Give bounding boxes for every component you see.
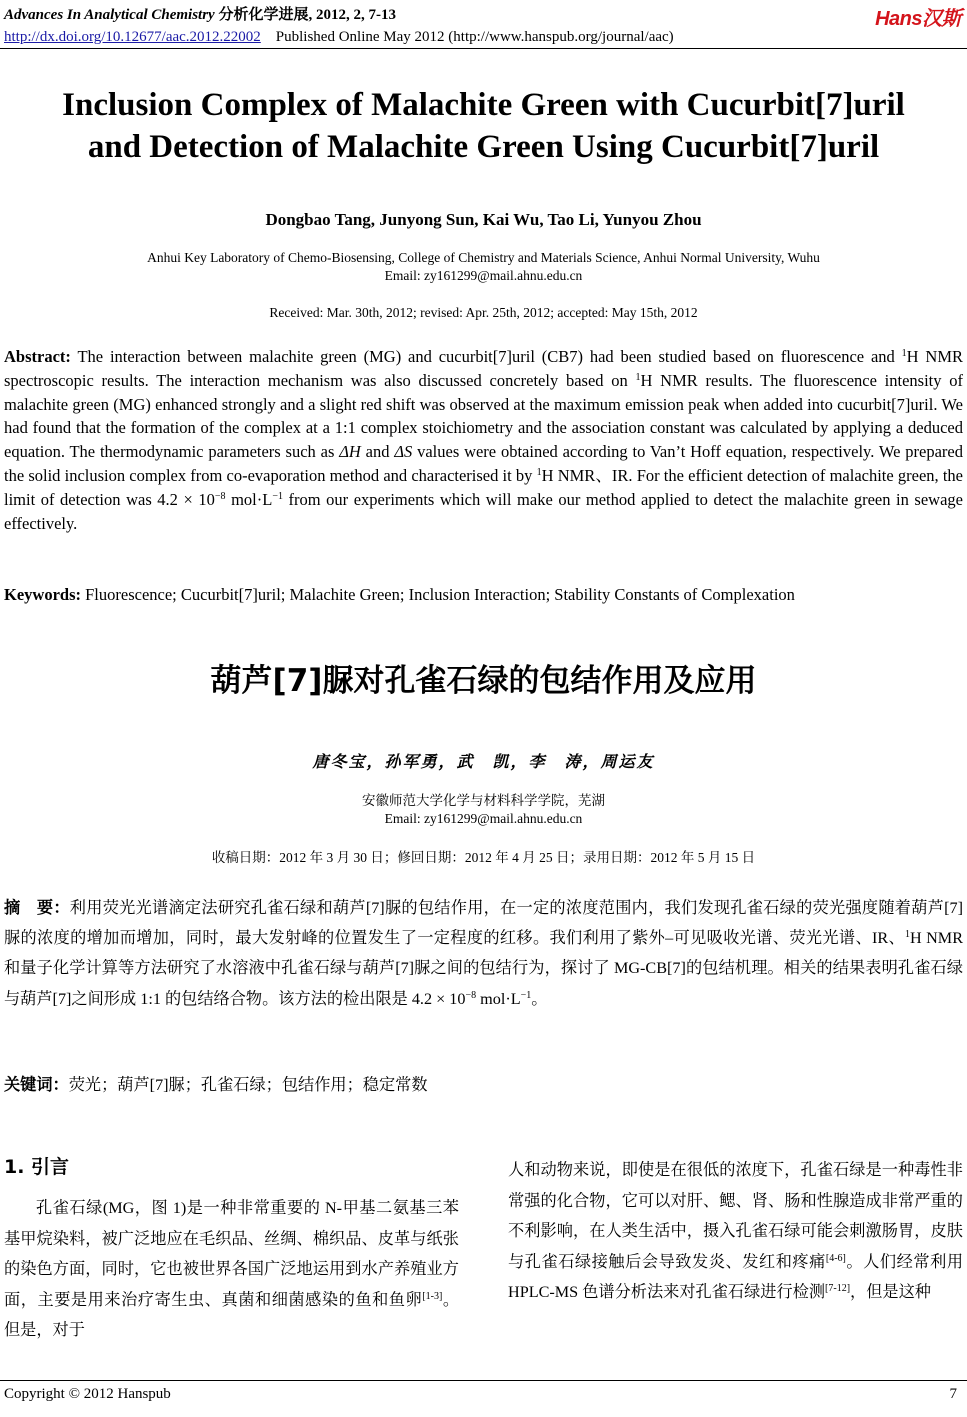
journal-citation: , 2012, 2, 7-13 xyxy=(308,7,396,23)
superscript: 1 xyxy=(901,348,907,359)
superscript: 1 xyxy=(536,466,542,478)
abstract-text: The interaction between malachite green (MG) and cucurbit[7]uril (CB7) had been studied based on fluorescence and xyxy=(70,347,902,366)
body-text: ，但是这种 xyxy=(850,1283,931,1302)
cn-title: 葫芦[7]脲对孔雀石绿的包结作用及应用 xyxy=(210,663,757,699)
doi-line xyxy=(4,26,957,48)
abstract-text: mol·L xyxy=(225,489,273,509)
abstract-text: H NMR spectroscopic results. The interaction mechanism was also discussed concretely based on xyxy=(4,347,963,390)
cn-keywords-text: 荧光；葫芦[7]脲；孔雀石绿；包结作用；稳定常数 xyxy=(68,1076,428,1094)
affiliation: Anhui Key Laboratory of Chemo-Biosensing, College of Chemistry and Materials Science, Anhui Normal University, Wuhu xyxy=(147,250,820,265)
citation-ref[interactable]: [7-12] xyxy=(825,1283,851,1295)
superscript: 1 xyxy=(635,371,641,383)
author-list: Dongbao Tang, Junyong Sun, Kai Wu, Tao Li, Yunyou Zhou xyxy=(265,210,702,229)
cn-abstract-text: H NMR 和量子化学计算等方法研究了水溶液中孔雀石绿与葫芦[7]脲之间的包结行为，探讨了 MG-CB[7]的包结机理。相关的结果表明孔雀石绿与葫芦[7]之间形成 1:1 的包结络合物。该方法的检出限是 4.2 × 10 xyxy=(4,929,963,1008)
title-line-2: and Detection of Malachite Green Using Cucurbit[7]uril xyxy=(87,129,880,165)
delta-s: ΔS xyxy=(394,442,413,462)
keywords-text: Fluorescence; Cucurbit[7]uril; Malachite Green; Inclusion Interaction; Stability Constants of Complexation xyxy=(81,585,795,604)
cn-keywords xyxy=(4,1073,963,1097)
abstract-text: H NMR results. The fluorescence intensity of malachite green (MG) enhanced strongly and a slight red shift was observed at the maximum emission peak when added into cucurbit[7]uril. We had found that the formation of the complex at a 1:1 complex stoichiometry and the association constant was calculated by applying a deduced equation. The thermodynamic parameters such as xyxy=(4,370,963,462)
citation-ref[interactable]: [1-3] xyxy=(422,1290,443,1302)
abstract-text: and xyxy=(360,442,395,462)
header-divider xyxy=(0,48,967,49)
superscript: 1 xyxy=(905,929,911,941)
cn-keywords-label: 关键词： xyxy=(4,1075,69,1094)
abstract-text: from our experiments which will make our method applied to detect the malachite green in sewage effectively. xyxy=(4,489,963,533)
running-header xyxy=(4,4,957,48)
email: Email: zy161299@mail.ahnu.edu.cn xyxy=(384,268,583,283)
abstract xyxy=(4,345,963,535)
footer-divider xyxy=(0,1380,967,1381)
page-number: 7 xyxy=(949,1386,957,1402)
journal-line xyxy=(4,4,957,26)
body-text: 。人们经常利用 HPLC-MS 色谱分析法来对孔雀石绿进行检测 xyxy=(508,1252,964,1302)
page-footer xyxy=(4,1386,957,1403)
journal-name-cn: 分析化学进展 xyxy=(218,7,309,23)
paper-title xyxy=(0,84,967,168)
body-text: 人和动物来说，即使是在很低的浓度下，孔雀石绿是一种毒性非常强的化合物，它可以对肝、鳃、肾、肠和性腺造成非常严重的不利影响，在人类生活中，摄入孔雀石绿可能会刺激肠胃，皮肤与孔雀石绿接触后会导致发炎、发红和疼痛 xyxy=(508,1161,963,1271)
doi-link[interactable]: http://dx.doi.org/10.12677/aac.2012.22002 xyxy=(4,29,261,45)
superscript: −1 xyxy=(272,490,283,502)
copyright: Copyright © 2012 Hanspub xyxy=(4,1386,171,1402)
superscript: −8 xyxy=(465,989,477,1001)
superscript: −8 xyxy=(214,490,226,502)
cn-author-list: 唐冬宝，孙军勇，武 凯，李 涛，周运友 xyxy=(312,752,655,771)
section-heading: 1. 引言 xyxy=(4,1156,70,1178)
keywords-label: Keywords: xyxy=(4,585,81,604)
cn-abstract-label: 摘 要： xyxy=(4,898,70,917)
keywords xyxy=(4,583,963,607)
cn-abstract-text: 利用荧光光谱滴定法研究孔雀石绿和葫芦[7]脲的包结作用，在一定的浓度范围内，我们发现孔雀石绿的荧光强度随着葫芦[7]脲的浓度的增加而增加，同时，最大发射峰的位置发生了一定程度的红移。我们利用了紫外–可见吸收光谱、荧光光谱、IR、 xyxy=(4,899,964,948)
journal-name: Advances In Analytical Chemistry xyxy=(4,7,215,23)
hanspub-logo: Hans汉斯 xyxy=(875,8,961,30)
cn-abstract xyxy=(4,893,963,1014)
abstract-text: H NMR、IR. For the efficient detection of malachite green, the limit of detection was 4.2 × 10 xyxy=(4,465,963,509)
cn-email: Email: zy161299@mail.ahnu.edu.cn xyxy=(384,811,583,826)
body-column-left xyxy=(4,1193,459,1346)
cn-abstract-text: 。 xyxy=(531,989,548,1008)
citation-ref[interactable]: [4-6] xyxy=(825,1252,846,1264)
body-column-right xyxy=(508,1155,963,1308)
superscript: −1 xyxy=(520,989,532,1001)
cn-affiliation: 安徽师范大学化学与材料科学学院，芜湖 xyxy=(362,793,605,808)
received-dates: Received: Mar. 30th, 2012; revised: Apr. 25th, 2012; accepted: May 15th, 2012 xyxy=(269,305,698,320)
cn-abstract-text: mol·L xyxy=(476,989,521,1008)
body-text: 。但是，对于 xyxy=(4,1290,460,1340)
cn-received-dates: 收稿日期：2012 年 3 月 30 日；修回日期：2012 年 4 月 25 日；录用日期：2012 年 5 月 15 日 xyxy=(211,850,756,865)
body-text: 孔雀石绿(MG，图 1)是一种非常重要的 N-甲基二氨基三苯基甲烷染料，被广泛地应在毛织品、丝绸、棉织品、皮革与纸张的染色方面，同时，它也被世界各国广泛地运用到水产养殖业方面，主要是用来治疗寄生虫、真菌和细菌感染的鱼和鱼卵 xyxy=(4,1199,459,1309)
abstract-label: Abstract: xyxy=(4,347,71,366)
published-online: Published Online May 2012 (http://www.hanspub.org/journal/aac) xyxy=(275,29,674,45)
abstract-text: values were obtained according to Van’t Hoff equation, respectively. We prepared the solid inclusion complex from co-evaporation method and characterised it by xyxy=(4,442,963,485)
delta-h: ΔH xyxy=(339,442,361,462)
title-line-1: Inclusion Complex of Malachite Green with Cucurbit[7]uril xyxy=(62,87,905,123)
